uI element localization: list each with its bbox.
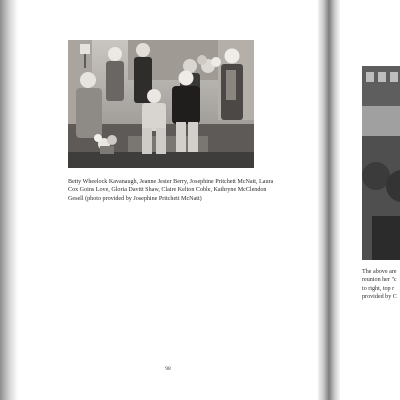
left-page-edge-shadow: [0, 0, 18, 400]
right-caption-line: The above are: [362, 269, 397, 275]
right-caption-line: to right, top r: [362, 285, 395, 292]
page-number: 98: [165, 366, 171, 372]
photo-caption: Betty Wheelock Kavanaugh, Jeanne Jester Berry, Josephine Pritchett McNatt, Laura Cox Goins Love, Gloria Davitt Shaw, Claire Kelton Coble, Kathryne McClendon Gesell (photo provided by Josephine Pritchett McNatt): [68, 179, 274, 202]
right-caption-line: provided by C: [362, 293, 397, 300]
right-page-caption: [362, 268, 400, 301]
group-photo-seven-women: [68, 40, 254, 168]
right-page-photo: [362, 66, 400, 260]
left-page: [18, 0, 318, 400]
group-photo-image: [68, 40, 254, 168]
right-page-photo-image: [362, 66, 400, 260]
book-gutter: [318, 0, 340, 400]
right-page: [340, 0, 400, 400]
right-caption-line: reunion her "c: [362, 277, 397, 284]
